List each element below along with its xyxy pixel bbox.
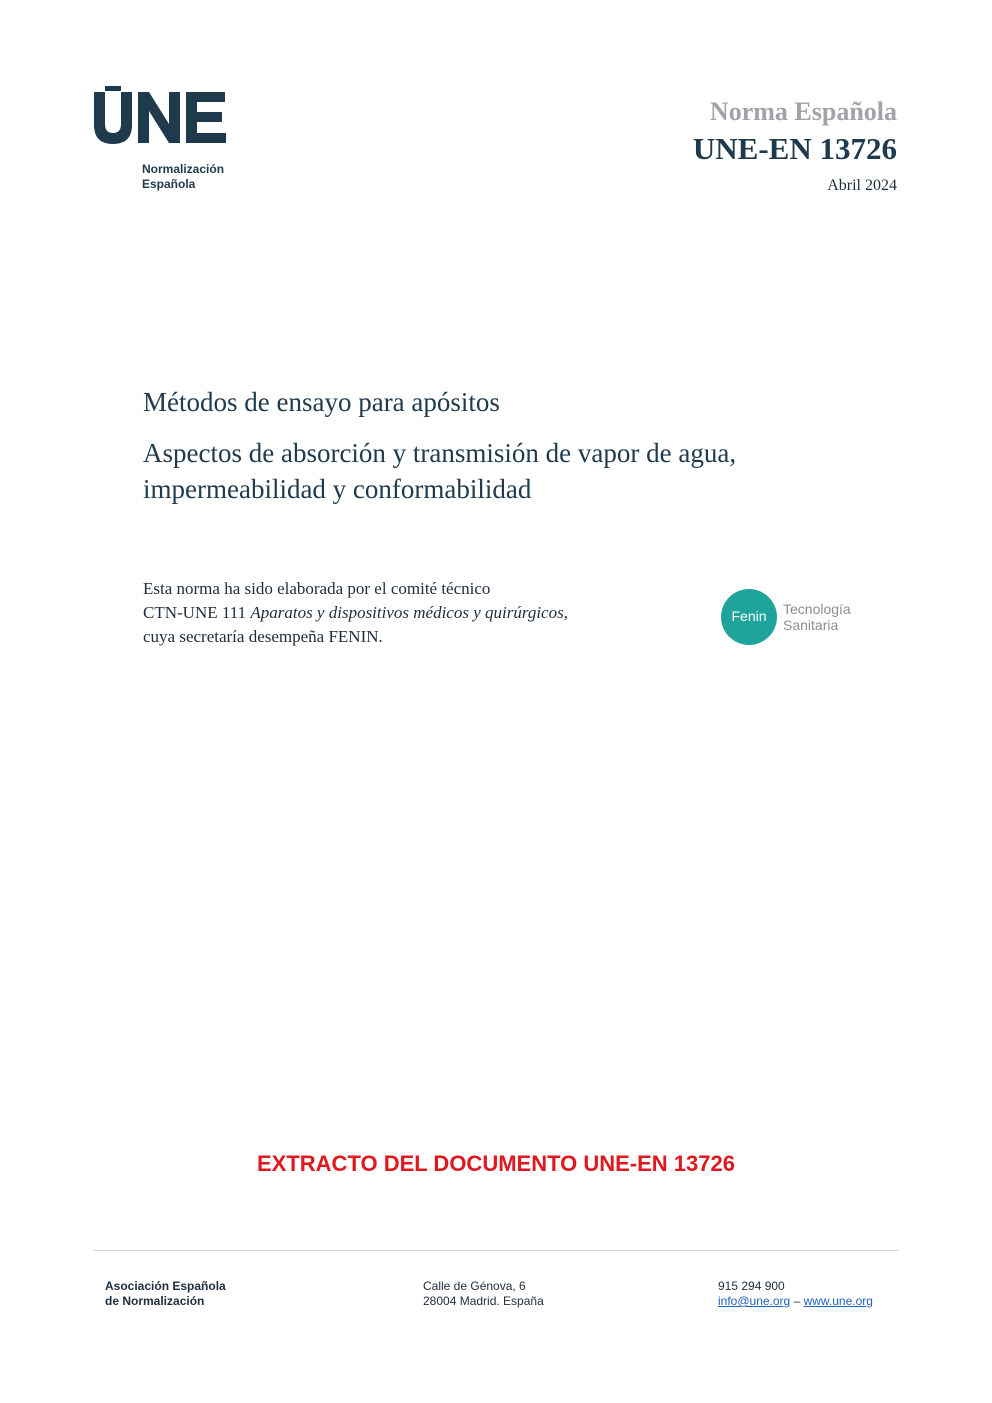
footer-website-link[interactable]: www.une.org — [803, 1294, 873, 1308]
committee-statement — [143, 577, 683, 649]
footer-phone: 915 294 900 — [718, 1279, 785, 1293]
document-title: Métodos de ensayo para apósitos — [143, 387, 500, 417]
committee-line2 — [143, 601, 683, 625]
footer-address-line2: 28004 Madrid. España — [423, 1294, 544, 1308]
fenin-tagline-line2: Sanitaria — [783, 617, 839, 633]
footer-divider — [94, 1250, 898, 1251]
fenin-logo-text: Fenin — [731, 608, 767, 624]
committee-line3: cuya secretaría desempeña FENIN. — [143, 627, 383, 646]
footer-org-line1: Asociación Española — [105, 1279, 226, 1293]
norma-label: Norma Española — [709, 97, 897, 126]
footer-link-separator: – — [790, 1294, 804, 1308]
footer-org-line2: de Normalización — [105, 1294, 205, 1308]
footer-address-line1: Calle de Génova, 6 — [423, 1279, 526, 1293]
norma-date: Abril 2024 — [827, 177, 897, 194]
extract-notice: EXTRACTO DEL DOCUMENTO UNE-EN 13726 — [257, 1151, 735, 1176]
committee-name: Aparatos y dispositivos médicos y quirúrgicos — [250, 603, 564, 622]
une-logo — [92, 86, 262, 196]
fenin-logo — [721, 589, 871, 647]
committee-line1: Esta norma ha sido elaborada por el comité técnico — [143, 579, 491, 598]
une-logo-mark — [92, 86, 232, 146]
logo-subtitle-line2: Española — [142, 177, 196, 191]
footer-links — [718, 1294, 873, 1309]
logo-subtitle-line1: Normalización — [142, 162, 225, 176]
committee-comma: , — [563, 603, 568, 622]
norma-code: UNE-EN 13726 — [692, 131, 897, 166]
document-subtitle: Aspectos de absorción y transmisión de vapor de agua, impermeabilidad y conformabilidad — [143, 438, 737, 504]
fenin-tagline-line1: Tecnología — [783, 601, 851, 617]
committee-code: CTN-UNE 111 — [143, 603, 251, 622]
footer-email-link[interactable]: info@une.org — [718, 1294, 791, 1308]
